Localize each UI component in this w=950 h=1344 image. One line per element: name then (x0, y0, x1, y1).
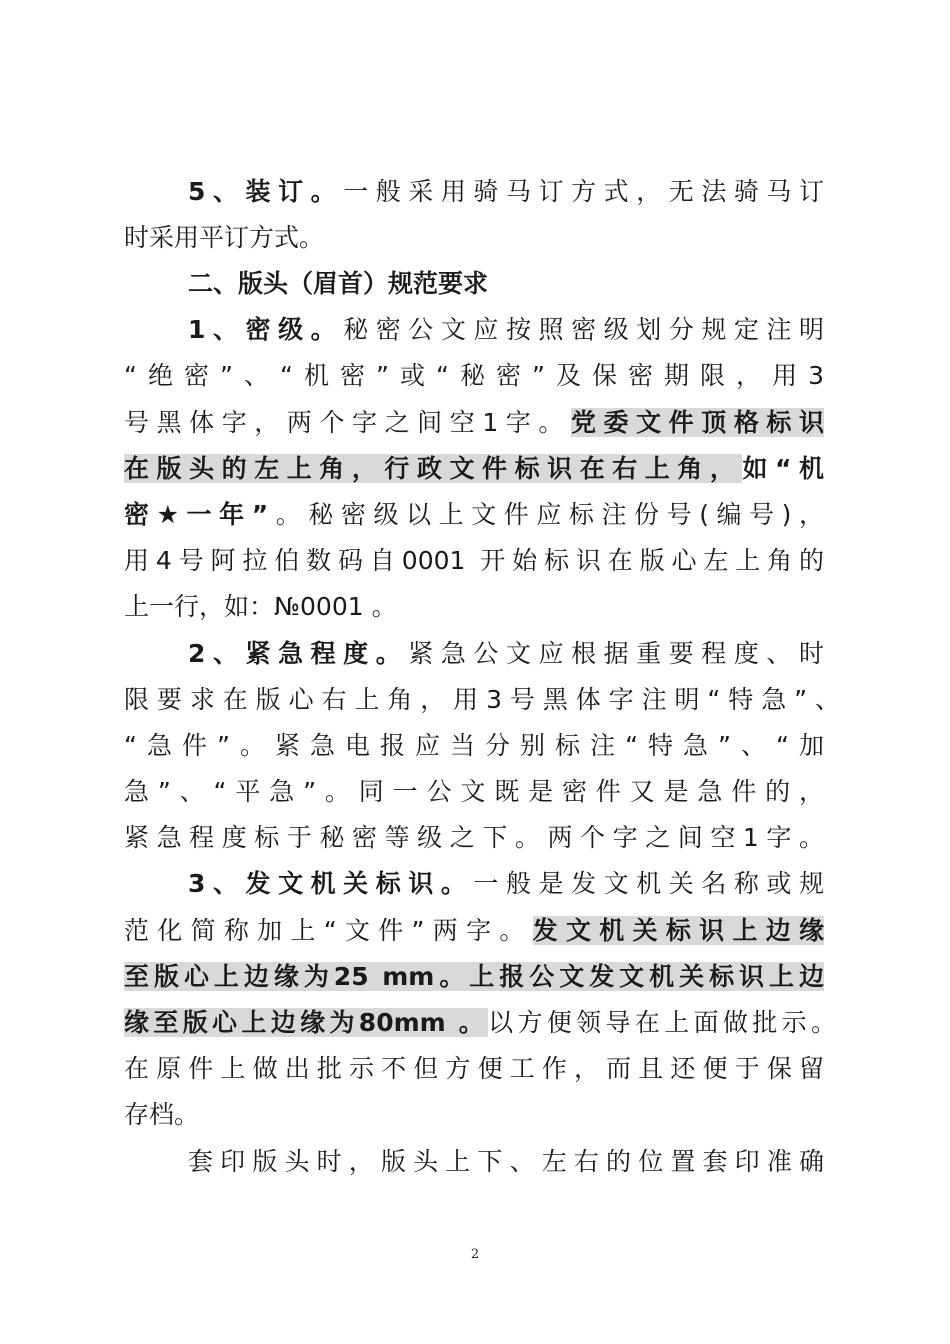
issuer-heading: 3、发文机关标识。 (188, 869, 474, 898)
section-heading-text: 二、版头（眉首）规范要求 (188, 269, 489, 298)
text-line (124, 403, 824, 443)
text-run: 上一行，如：№0001 。 (124, 592, 397, 621)
text-run: “绝密”、“机密”或“秘密”及保密期限，用3 (124, 361, 824, 390)
paragraph-binding (188, 172, 824, 212)
text-run: 。秘密级以上文件应标注份号(编号)， (268, 500, 825, 529)
text-run: 套印版头时，版头上下、左右的位置套印准确 (188, 1147, 824, 1176)
text-run: 存档。 (124, 1100, 200, 1129)
highlighted-text: 缘至版心上边缘为80mm 。 (124, 1008, 489, 1037)
classification-heading: 1、密级。 (188, 315, 344, 344)
text-line (124, 449, 824, 489)
text-line (124, 495, 824, 535)
highlighted-text: 至版心上边缘为25 mm。上报公文发文机关标识上边 (124, 962, 824, 991)
urgency-heading: 2、紧急程度。 (188, 639, 409, 668)
text-line (124, 680, 840, 720)
text-run: 限要求在版心右上角，用3号黑体字注明“特急”、 (124, 685, 840, 714)
paragraph-urgency (188, 634, 824, 674)
text-run: 如“机 (742, 454, 824, 483)
page-number: 2 (470, 1247, 480, 1262)
text-line (124, 1003, 836, 1043)
highlighted-text: 发文机关标识上边缘 (532, 916, 824, 945)
text-run: “急件”。紧急电报应当分别标注“特急”、“加 (124, 731, 824, 760)
text-run: 在原件上做出批示不但方便工作，而且还便于保留 (124, 1054, 824, 1083)
issuer-text: 一般是发文机关名称或规 (473, 869, 824, 898)
text-run: 范化简称加上“文件”两字。 (124, 916, 533, 945)
binding-text: 一般采用骑马订方式，无法骑马订 (343, 177, 824, 206)
text-line (124, 818, 824, 858)
paragraph-printing (188, 1142, 824, 1182)
highlighted-text: 在版头的左上角，行政文件标识在右上角， (124, 454, 743, 483)
text-line (124, 587, 824, 627)
text-line (124, 772, 824, 812)
section-heading (188, 264, 824, 304)
text-line (124, 1095, 824, 1135)
highlighted-text: 党委文件顶格标识 (570, 408, 824, 437)
text-run: 时采用平订方式。 (124, 223, 325, 252)
bold-text: 密★一年” (124, 500, 269, 529)
text-line (124, 911, 824, 951)
text-run: 以方便领导在上面做批示。 (488, 1008, 836, 1037)
binding-heading: 5、装订。 (188, 177, 344, 206)
text-line (124, 726, 824, 766)
text-line (124, 218, 824, 258)
text-run: 急”、“平急”。同一公文既是密件又是急件的， (124, 777, 824, 806)
text-line (124, 541, 824, 581)
text-run: 紧急程度标于秘密等级之下。两个字之间空1字。 (124, 823, 824, 852)
text-line (124, 1049, 824, 1089)
urgency-text: 紧急公文应根据重要程度、时 (408, 639, 824, 668)
text-line (124, 356, 824, 396)
classification-text: 秘密公文应按照密级划分规定注明 (343, 315, 824, 344)
text-run: 用4号阿拉伯数码自0001 开始标识在版心左上角的 (124, 546, 824, 575)
text-line (124, 957, 824, 997)
paragraph-classification (188, 310, 824, 350)
paragraph-issuer (188, 864, 824, 904)
text-run: 号黑体字，两个字之间空1字。 (124, 408, 571, 437)
